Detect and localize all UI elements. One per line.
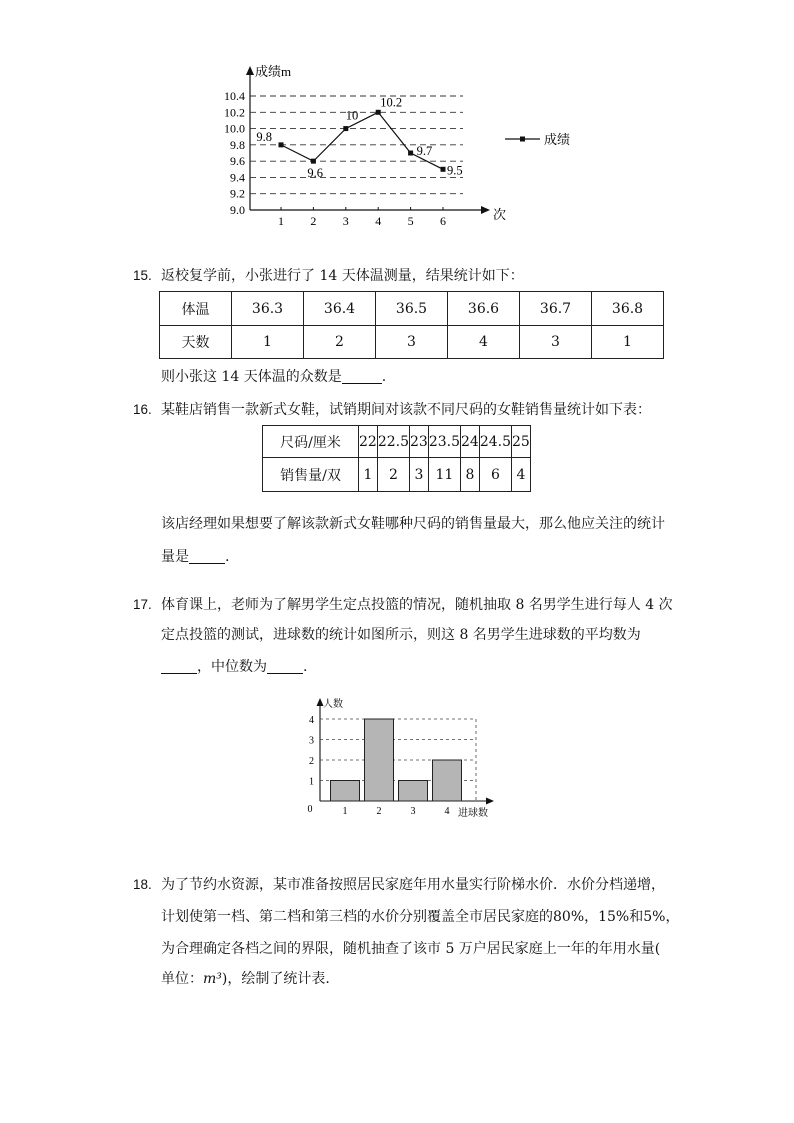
x-tick-label: 6 <box>440 214 446 228</box>
y-axis-arrow <box>246 66 254 75</box>
table-cell: 8 <box>461 458 480 492</box>
bar <box>399 781 428 802</box>
x-axis-arrow <box>481 206 490 214</box>
table-cell: 22 <box>359 426 378 458</box>
table-cell: 23.5 <box>428 426 460 458</box>
period: . <box>303 659 308 675</box>
y-tick-label: 3 <box>309 735 314 747</box>
data-label: 9.7 <box>416 144 433 158</box>
data-point <box>311 159 316 164</box>
x-tick-label: 5 <box>407 214 414 228</box>
table-cell: 36.8 <box>592 292 664 326</box>
table-cell: 2 <box>304 326 376 359</box>
y-tick-label: 2 <box>309 756 314 767</box>
y-tick-label: 9.0 <box>230 203 245 217</box>
question-18-line3: 为合理确定各档之间的界限，随机抽查了该市 5 万户居民家庭上一年的年用水量( <box>161 941 661 957</box>
table-cell: 1 <box>359 458 378 492</box>
x-tick-label: 3 <box>410 806 416 817</box>
x-tick-label: 1 <box>342 806 348 817</box>
x-tick-label: 4 <box>375 214 382 228</box>
bar <box>331 781 360 802</box>
question-18-line4-post: )，绘制了统计表. <box>221 971 330 987</box>
table-cell: 36.7 <box>520 292 592 326</box>
y-axis-label: 人数 <box>323 699 343 710</box>
x-axis-arrow <box>486 798 494 805</box>
question-16-line2-text: 量是 <box>161 549 189 565</box>
x-tick-label: 2 <box>310 214 317 228</box>
x-tick-label: 3 <box>342 214 349 228</box>
table-cell: 2 <box>377 458 409 492</box>
x-axis-label: 进球数 <box>458 808 488 819</box>
question-18-line2: 计划使第一档、第二档和第三档的水价分别覆盖全市居民家庭的80%，15%和5%， <box>161 909 680 925</box>
y-tick-label: 9.2 <box>230 186 245 201</box>
shoe-size-table <box>262 425 531 492</box>
table-cell: 23 <box>410 426 429 458</box>
table-header-temperature: 体温 <box>160 292 232 326</box>
x-tick-label: 2 <box>376 806 382 817</box>
question-16-line2 <box>161 550 229 564</box>
bar-chart <box>0 690 794 825</box>
question-18-number: 18. <box>133 877 152 892</box>
table-cell: 24.5 <box>479 426 511 458</box>
question-16-line1: 该店经理如果想要了解该款新式女鞋哪种尺码的销售量最大，那么他应关注的统计 <box>161 516 665 532</box>
question-15-prompt <box>161 370 386 384</box>
table-cell: 22.5 <box>377 426 409 458</box>
table-cell: 36.4 <box>304 292 376 326</box>
y-tick-label: 4 <box>309 715 314 726</box>
legend-label: 成绩 <box>544 132 571 147</box>
answer-blank-median <box>267 661 303 674</box>
table-cell: 25 <box>512 426 531 458</box>
x-axis-label: 次 <box>493 207 507 222</box>
answer-blank <box>189 551 225 564</box>
data-label: 9.6 <box>307 166 324 181</box>
unit-cubic-meter: m³ <box>203 971 222 987</box>
question-17-line3-text: ，中位数为 <box>197 659 267 675</box>
question-17-number: 17. <box>133 597 152 612</box>
table-header-days: 天数 <box>160 326 232 359</box>
question-18-line1: 为了节约水资源，某市准备按照居民家庭年用水量实行阶梯水价．水价分档递增， <box>161 877 665 893</box>
table-cell: 3 <box>376 326 448 359</box>
table-cell: 3 <box>520 326 592 359</box>
data-point <box>343 126 348 131</box>
temperature-table <box>159 291 664 359</box>
table-cell: 6 <box>479 458 511 492</box>
question-17-line3 <box>161 660 307 674</box>
question-18-line4-pre: 单位： <box>161 971 203 987</box>
answer-blank <box>342 371 382 384</box>
y-tick-label: 1 <box>309 776 314 788</box>
data-label: 10 <box>345 108 359 123</box>
y-tick-label: 10.4 <box>224 89 245 103</box>
x-tick-label: 1 <box>278 214 284 228</box>
question-15-prompt-text: 则小张这 14 天体温的众数是 <box>161 369 342 385</box>
y-tick-label: 9.4 <box>230 170 245 185</box>
x-tick-label: 4 <box>444 806 450 817</box>
legend-marker <box>520 137 525 142</box>
data-point <box>376 110 381 115</box>
data-label: 10.2 <box>380 95 403 110</box>
question-16-text: 某鞋店销售一款新式女鞋，试销期间对该款不同尺码的女鞋销售量统计如下表： <box>161 402 651 418</box>
table-cell: 4 <box>512 458 531 492</box>
data-point <box>408 151 413 156</box>
table-cell: 11 <box>428 458 460 492</box>
question-18-line4 <box>161 972 330 986</box>
y-tick-label: 9.6 <box>230 154 245 169</box>
data-point <box>441 167 446 172</box>
data-point <box>279 142 284 147</box>
y-tick-label: 9.8 <box>230 137 245 152</box>
y-tick-label: 10.2 <box>224 105 245 120</box>
line-chart <box>0 0 794 240</box>
data-label: 9.5 <box>447 163 463 178</box>
table-cell: 3 <box>410 458 429 492</box>
period: . <box>225 549 230 565</box>
table-cell: 36.3 <box>232 292 304 326</box>
question-17-line2: 定点投篮的测试，进球数的统计如图所示，则这 8 名男学生进球数的平均数为 <box>161 627 641 643</box>
y-axis-label: 成绩m <box>255 64 292 79</box>
table-cell: 1 <box>232 326 304 359</box>
table-cell: 1 <box>592 326 664 359</box>
data-label: 9.8 <box>256 129 272 144</box>
table-cell: 4 <box>448 326 520 359</box>
table-cell: 36.5 <box>376 292 448 326</box>
table-cell: 36.6 <box>448 292 520 326</box>
question-15-number: 15. <box>133 268 152 283</box>
period: . <box>381 369 387 385</box>
table-header-size: 尺码/厘米 <box>263 426 359 458</box>
question-15-text: 返校复学前，小张进行了 14 天体温测量，结果统计如下： <box>161 268 524 284</box>
question-17-line1: 体育课上，老师为了解男学生定点投篮的情况，随机抽取 8 名男学生进行每人 4 次 <box>161 597 673 613</box>
y-tick-label: 10.0 <box>224 121 245 136</box>
table-cell: 24 <box>461 426 480 458</box>
question-16-number: 16. <box>133 402 152 417</box>
origin-label: 0 <box>307 804 313 815</box>
bar <box>365 719 394 801</box>
bar <box>433 760 462 801</box>
answer-blank-mean <box>161 661 197 674</box>
table-header-sales: 销售量/双 <box>263 458 359 492</box>
